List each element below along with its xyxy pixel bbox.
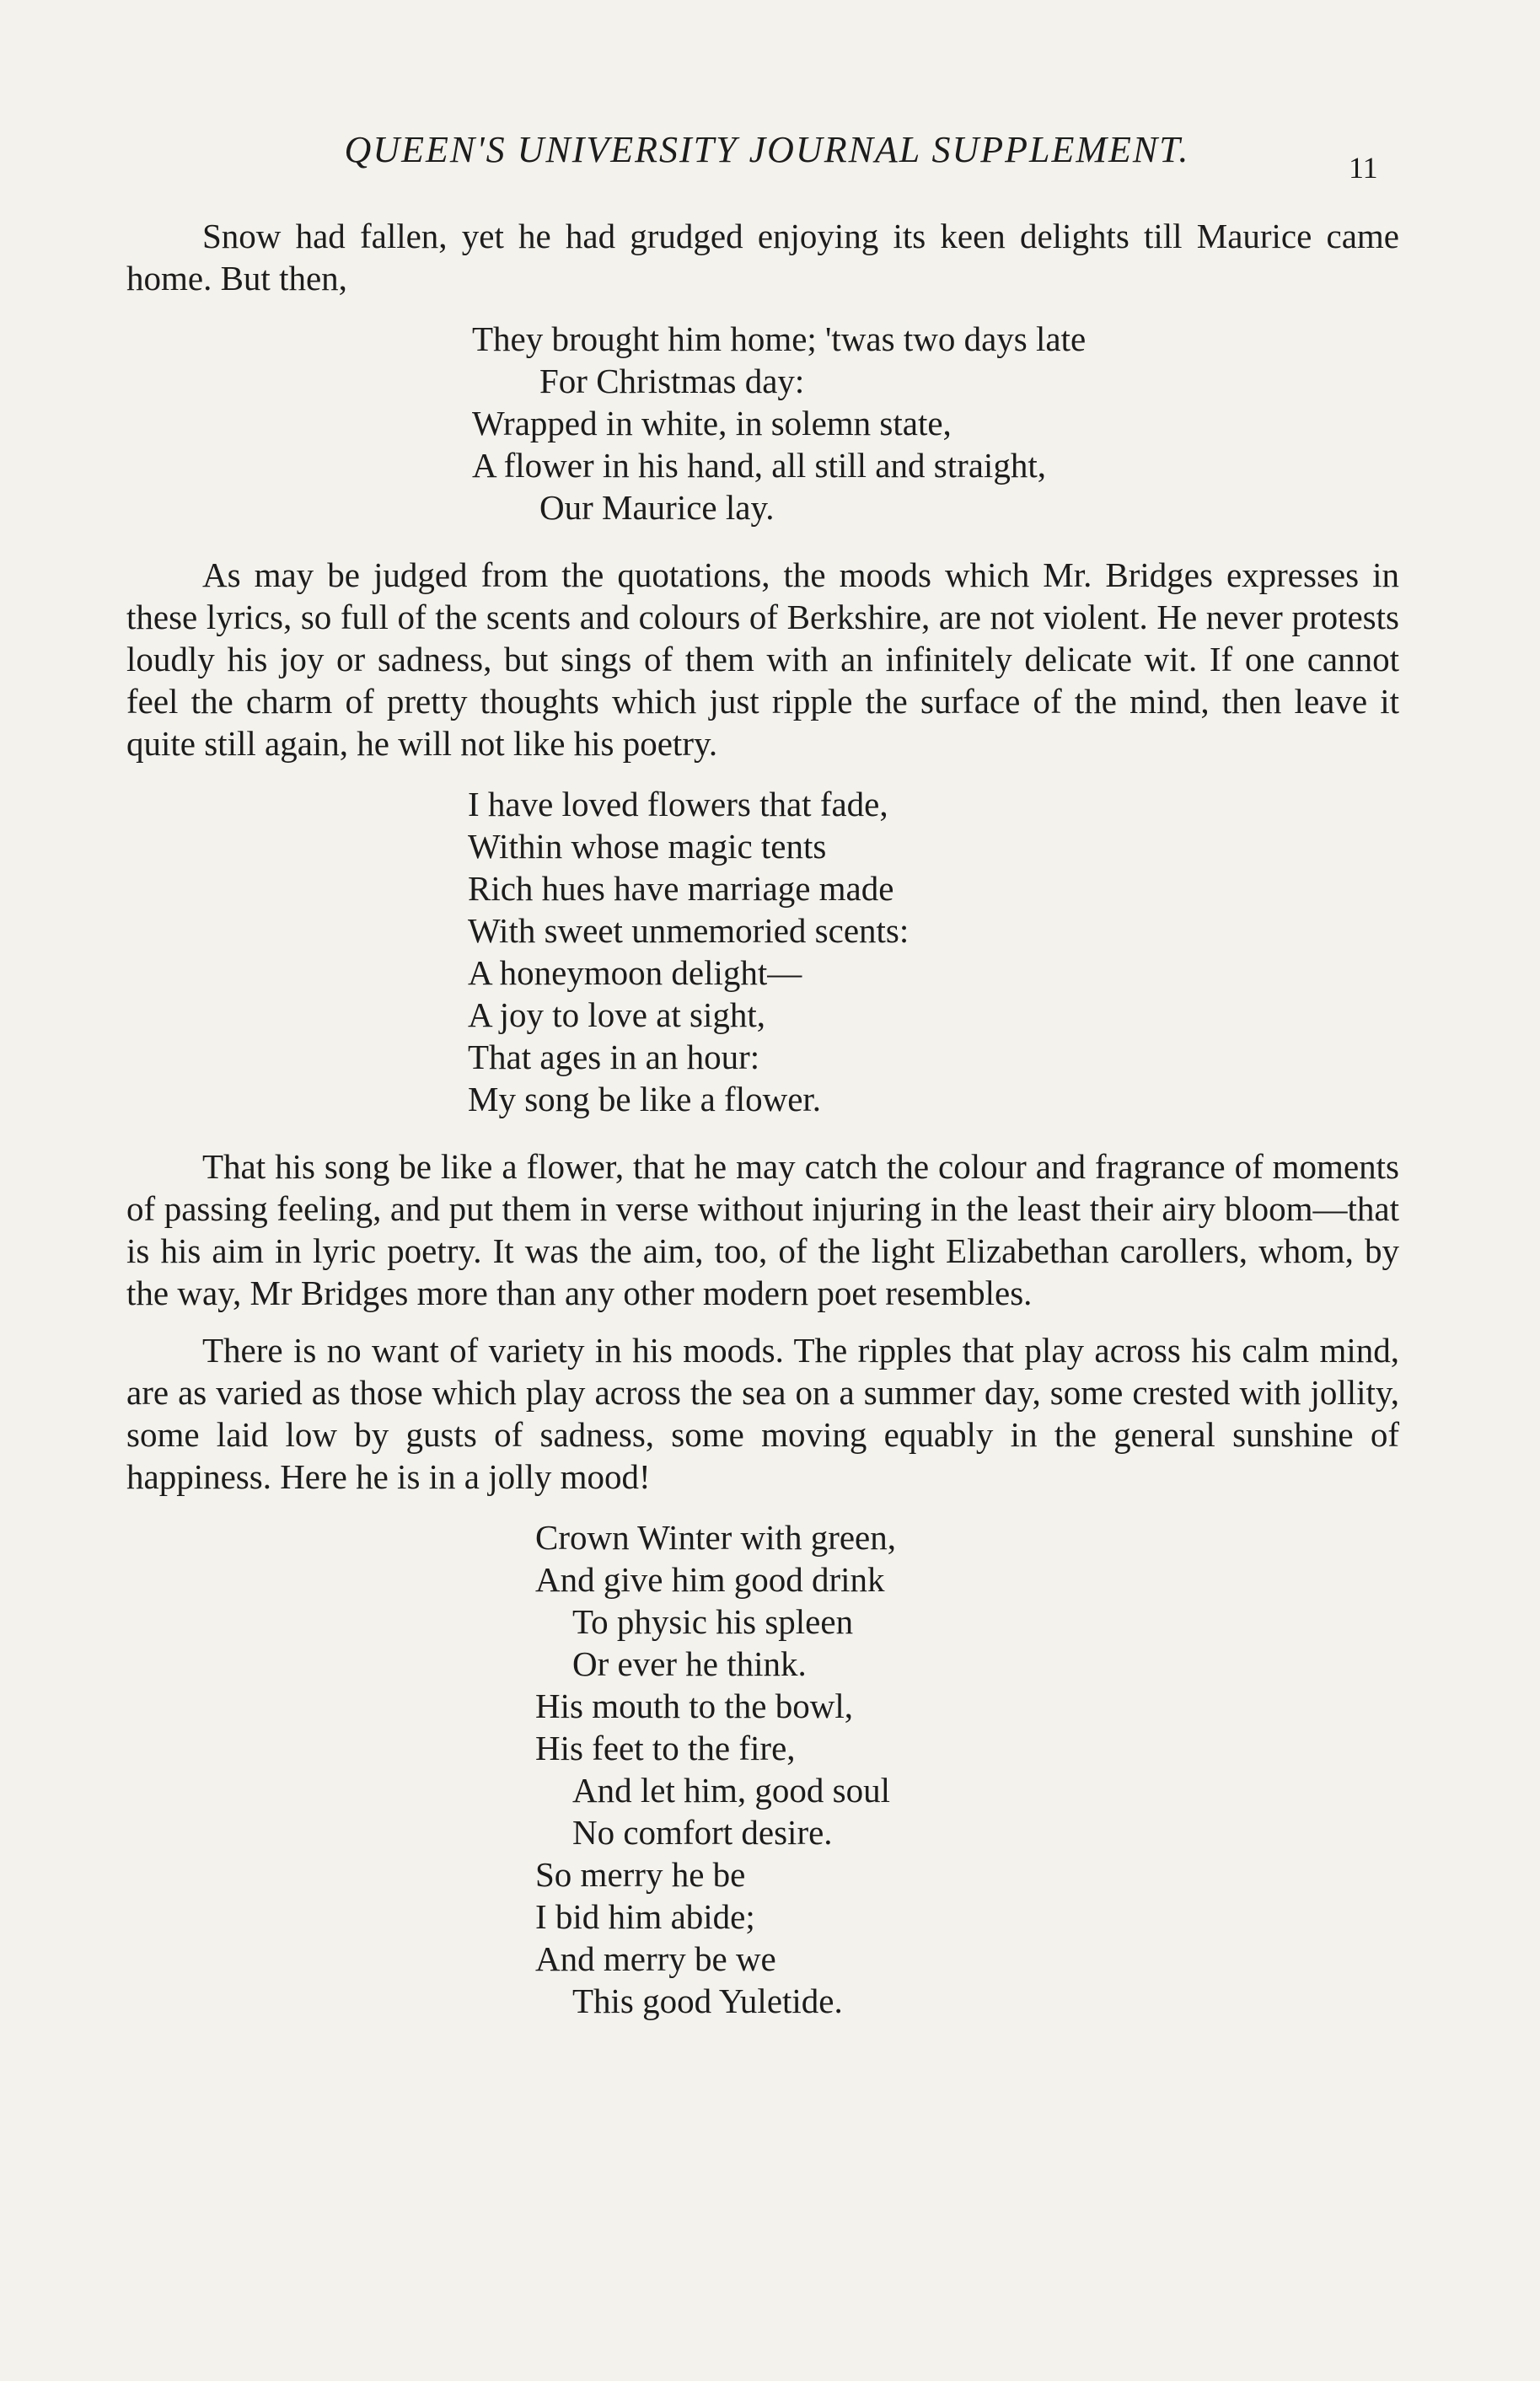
verse-block-2 bbox=[468, 783, 1399, 1120]
verse-line: With sweet unmemoried scents: bbox=[468, 911, 910, 950]
verse-line: Within whose magic tents bbox=[468, 827, 827, 866]
verse-line: And give him good drink bbox=[535, 1560, 885, 1599]
verse-line: For Christmas day: bbox=[539, 362, 805, 400]
verse-line: Our Maurice lay. bbox=[539, 488, 775, 527]
verse-line: I have loved flowers that fade, bbox=[468, 785, 888, 823]
verse-line: A joy to love at sight, bbox=[468, 995, 766, 1034]
verse-line: My song be like a flower. bbox=[468, 1080, 822, 1118]
verse-line: Wrapped in white, in solemn state, bbox=[472, 404, 952, 442]
page-header: QUEEN'S UNIVERSITY JOURNAL SUPPLEMENT. bbox=[344, 129, 1190, 170]
verse-line: Crown Winter with green, bbox=[535, 1518, 896, 1557]
verse-line: I bid him abide; bbox=[535, 1897, 755, 1936]
paragraph-3: That his song be like a flower, that he may catch the colour and fragrance of moments of passing feeling, and put them in verse without injuring in the least their airy bloom—that is his aim in lyric poetry. It was the aim, too, of the light Elizabethan carollers, whom, by the way, Mr Bridges more than any other modern poet resembles. bbox=[126, 1147, 1399, 1312]
verse-line: And let him, good soul bbox=[572, 1771, 890, 1810]
paragraph-2: As may be judged from the quotations, the moods which Mr. Bridges expresses in these lyrics, so full of the scents and colours of Berkshire, are not violent. He never protests loudly his joy or sadness, but sings of them with an infinitely delicate wit. If one cannot feel the charm of pretty thoughts which just ripple the surface of the mind, then leave it quite still again, he will not like his poetry. bbox=[126, 555, 1399, 763]
verse-line: They brought him home; 'twas two days late bbox=[472, 319, 1087, 358]
verse-line: To physic his spleen bbox=[572, 1602, 854, 1641]
verse-line: Or ever he think. bbox=[572, 1644, 807, 1683]
verse-line: A flower in his hand, all still and straight, bbox=[472, 446, 1046, 485]
verse-line: This good Yuletide. bbox=[572, 1981, 843, 2020]
verse-line: And merry be we bbox=[535, 1939, 776, 1978]
paragraph-4: There is no want of variety in his moods. The ripples that play across his calm mind, are as varied as those which play across the sea on a summer day, some crested with jollity, some laid low by gusts of sadness, some moving equably in the general sunshine of happiness. Here he is in a jolly mood! bbox=[126, 1331, 1399, 1496]
verse-line: His mouth to the bowl, bbox=[535, 1687, 853, 1725]
verse-line: His feet to the fire, bbox=[535, 1729, 796, 1767]
verse-line: No comfort desire. bbox=[572, 1813, 833, 1852]
verse-line: That ages in an hour: bbox=[468, 1038, 760, 1076]
paragraph-1: Snow had fallen, yet he had grudged enjoying its keen delights till Maurice came home. But then, bbox=[126, 217, 1399, 298]
verse-line: So merry he be bbox=[535, 1855, 746, 1894]
page-body bbox=[126, 215, 1399, 2047]
verse-line: Rich hues have marriage made bbox=[468, 869, 894, 908]
page-number: 11 bbox=[1349, 151, 1378, 185]
verse-block-3 bbox=[535, 1516, 1399, 2022]
verse-block-1 bbox=[472, 318, 1399, 528]
verse-line: A honeymoon delight— bbox=[468, 953, 802, 992]
